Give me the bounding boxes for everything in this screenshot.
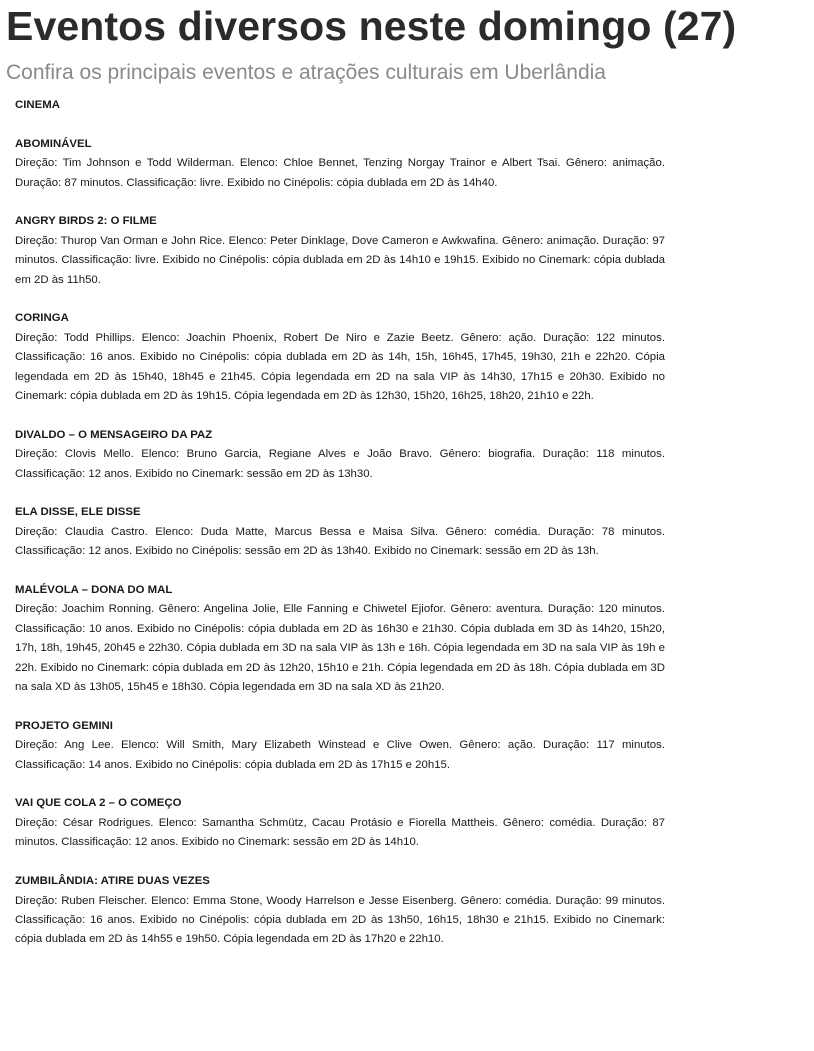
article-content — [15, 96, 665, 950]
movie-entry-abominavel — [15, 135, 665, 193]
movie-description: Direção: Claudia Castro. Elenco: Duda Matte, Marcus Bessa e Maisa Silva. Gênero: comédia. Duração: 78 minutos. Classificação: 12 anos. Exibido no Cinépolis: sessão em 2D às 13h40. Exibido no Cinemark: sessão em 2D às 13h. — [15, 525, 665, 558]
movie-entry-divaldo — [15, 426, 665, 484]
movie-description: Direção: Clovis Mello. Elenco: Bruno Garcia, Regiane Alves e João Bravo. Gênero: biografia. Duração: 118 minutos. Classificação: 12 anos. Exibido no Cinemark: sessão em 2D às 13h30. — [15, 448, 665, 480]
spacer — [15, 697, 665, 716]
spacer — [15, 115, 665, 134]
movie-title: ABOMINÁVEL — [15, 137, 92, 150]
movie-description: Direção: César Rodrigues. Elenco: Samantha Schmütz, Cacau Protásio e Fiorella Mattheis. Gênero: comédia. Duração: 87 minutos. Classificação: 12 anos. Exibido no Cinemark: sessão em 2D às 14h10. — [15, 816, 665, 849]
movie-description: Direção: Joachim Ronning. Gênero: Angelina Jolie, Elle Fanning e Chiwetel Ejiofor. Gênero: aventura. Duração: 120 minutos. Classificação: 10 anos. Exibido no Cinépolis: cópia dublada em 2D às 16h30 e 21h30. Cópia dublada em 3D às 14h20, 15h20, 17h, 18h, 19h45, 20h45 e 22h30. Cópia dublada em 3D na sala VIP às 13h e 16h. Cópia legendada em 3D na sala VIP às 19h e 22h. Exibido no Cinemark: cópia dublada em 2D às 12h20, 15h10 e 21h. Cópia legendada em 2D às 18h. Cópia dublada em 3D na sala XD às 13h05, 15h45 e 18h30. Cópia legendada em 3D na sala XD às 21h20. — [15, 603, 665, 694]
movie-description: Direção: Tim Johnson e Todd Wilderman. Elenco: Chloe Bennet, Tenzing Norgay Trainor e Albert Tsai. Gênero: animação. Duração: 87 minutos. Classificação: livre. Exibido no Cinépolis: cópia dublada em 2D às 14h40. — [15, 157, 665, 189]
movie-title: ELA DISSE, ELE DISSE — [15, 506, 141, 519]
spacer — [15, 853, 665, 872]
spacer — [15, 775, 665, 794]
section-title-cinema: CINEMA — [15, 99, 60, 111]
movie-entry-coringa — [15, 309, 665, 406]
spacer — [15, 290, 665, 309]
spacer — [15, 484, 665, 503]
movie-title: CORINGA — [15, 312, 69, 325]
movie-entry-ela-disse-ele-disse — [15, 503, 665, 561]
movie-title: DIVALDO – O MENSAGEIRO DA PAZ — [15, 428, 213, 441]
movie-title: ANGRY BIRDS 2: O FILME — [15, 215, 157, 228]
movie-title: MALÉVOLA – DONA DO MAL — [15, 584, 173, 597]
movie-entry-projeto-gemini — [15, 717, 665, 775]
movie-description: Direção: Thurop Van Orman e John Rice. Elenco: Peter Dinklage, Dove Cameron e Awkwafina. Gênero: animação. Duração: 97 minutos. Classificação: livre. Exibido no Cinépolis: cópia dublada em 2D às 14h10 e 19h15. Exibido no Cinemark: cópia dublada em 2D às 11h50. — [15, 234, 665, 286]
movie-entry-vai-que-cola-2 — [15, 794, 665, 852]
page-subtitle: Confira os principais eventos e atrações culturais em Uberlândia — [6, 61, 606, 84]
page-title: Eventos diversos neste domingo (27) — [6, 3, 737, 49]
movie-title: PROJETO GEMINI — [15, 719, 113, 732]
movie-description: Direção: Ang Lee. Elenco: Will Smith, Mary Elizabeth Winstead e Clive Owen. Gênero: ação. Duração: 117 minutos. Classificação: 14 anos. Exibido no Cinépolis: cópia dublada em 2D às 17h15 e 20h15. — [15, 739, 665, 771]
movie-entry-zumbilandia — [15, 872, 665, 950]
spacer — [15, 562, 665, 581]
movie-description: Direção: Todd Phillips. Elenco: Joachin Phoenix, Robert De Niro e Zazie Beetz. Gênero: ação. Duração: 122 minutos. Classificação: 16 anos. Exibido no Cinépolis: cópia dublada em 2D às 14h, 15h, 16h45, 17h45, 19h30, 21h e 22h20. Cópia legendada em 2D às 15h40, 18h45 e 21h45. Cópia legendada em 2D na sala VIP às 14h30, 17h15 e 20h30. Exibido no Cinemark: cópia dublada em 2D às 19h15. Cópia legendada em 2D às 12h30, 15h20, 16h25, 18h20, 21h10 e 22h. — [15, 331, 665, 403]
spacer — [15, 406, 665, 425]
movie-title: ZUMBILÂNDIA: ATIRE DUAS VEZES — [15, 875, 210, 888]
movie-entry-angry-birds-2 — [15, 212, 665, 290]
movie-title: VAI QUE COLA 2 – O COMEÇO — [15, 797, 182, 810]
movie-description: Direção: Ruben Fleischer. Elenco: Emma Stone, Woody Harrelson e Jesse Eisenberg. Gênero: comédia. Duração: 99 minutos. Classificação: 16 anos. Exibido no Cinépolis: cópia dublada em 2D às 13h50, 16h15, 18h30 e 21h15. Exibido no Cinemark: cópia dublada em 2D às 14h55 e 19h50. Cópia legendada em 2D às 17h20 e 22h10. — [15, 894, 665, 946]
movie-entry-malevola — [15, 581, 665, 697]
spacer — [15, 193, 665, 212]
